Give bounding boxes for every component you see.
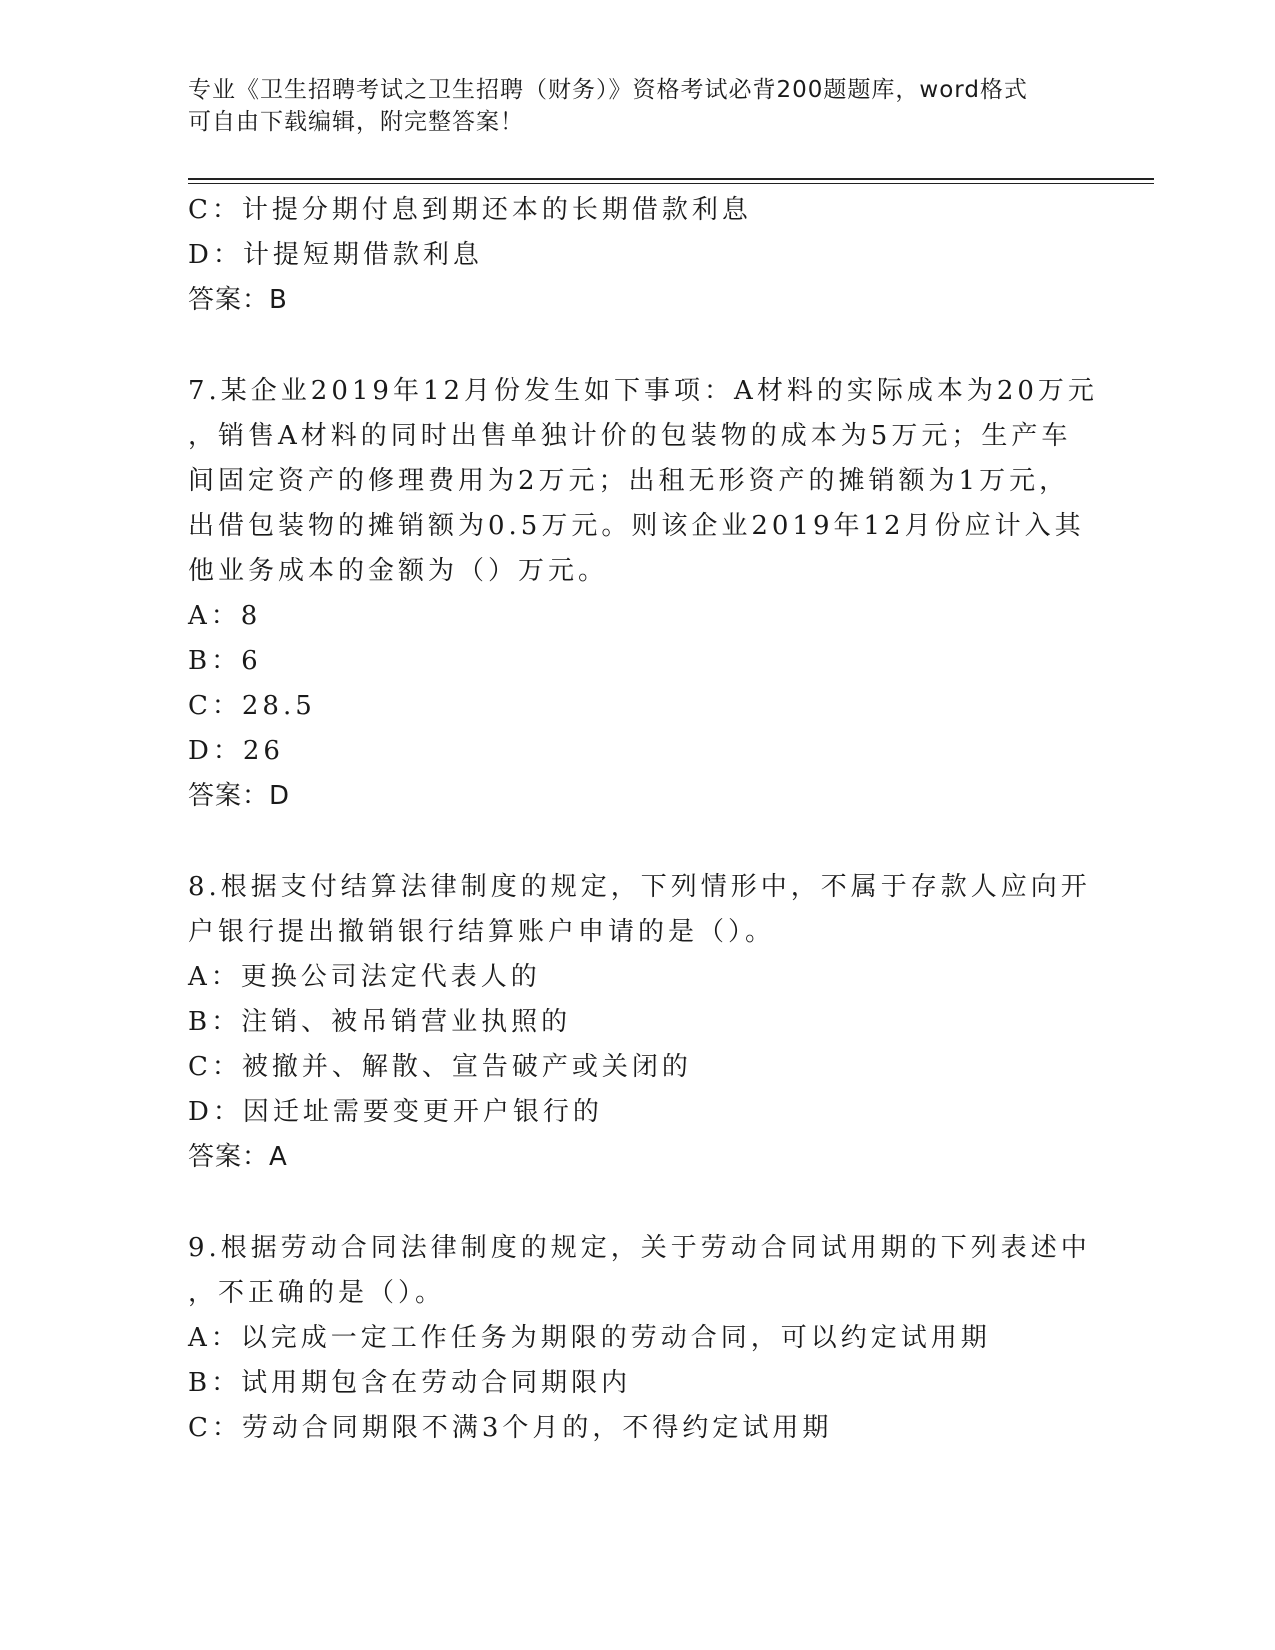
question-spacer: [188, 819, 1068, 865]
option-d: D：计提短期借款利息: [188, 240, 483, 270]
answer: 答案：A: [188, 1142, 288, 1172]
question-spacer: [188, 1180, 1068, 1226]
question-stem-line: 9.根据劳动合同法律制度的规定，关于劳动合同试用期的下列表述中: [188, 1233, 1091, 1263]
question-stem-line: 间固定资产的修理费用为2万元；出租无形资产的摊销额为1万元，: [188, 466, 1070, 496]
question-stem-line: 出借包装物的摊销额为0.5万元。则该企业2019年12月份应计入其: [188, 511, 1085, 541]
option-c: C：计提分期付息到期还本的长期借款利息: [188, 195, 752, 225]
answer: 答案：D: [188, 781, 291, 811]
question-stem-line: ，不正确的是（）。: [188, 1278, 446, 1308]
question-stem-line: 户银行提出撤销银行结算账户申请的是（）。: [188, 917, 776, 947]
header-divider-thick: [188, 178, 1154, 180]
option-d: D：26: [188, 736, 284, 766]
header-title-line-1: 专业《卫生招聘考试之卫生招聘（财务）》资格考试必背200题题库，word格式: [188, 77, 1028, 103]
option-b: B：注销、被吊销营业执照的: [188, 1007, 572, 1037]
question-stem-line: 他业务成本的金额为（）万元。: [188, 556, 609, 586]
option-d: D：因迁址需要变更开户银行的: [188, 1097, 603, 1127]
option-b: B：6: [188, 646, 262, 676]
answer: 答案：B: [188, 285, 288, 315]
question-8: [188, 865, 1091, 1180]
question-stem-line: 8.根据支付结算法律制度的规定，下列情形中，不属于存款人应向开: [188, 872, 1091, 902]
option-a: A：更换公司法定代表人的: [188, 962, 541, 992]
header-divider-thin: [188, 183, 1154, 184]
question-6-tail: [188, 188, 1068, 323]
question-stem-line: ，销售A材料的同时出售单独计价的包装物的成本为5万元；生产车: [188, 421, 1072, 451]
option-c: C：劳动合同期限不满3个月的，不得约定试用期: [188, 1413, 833, 1443]
header-title-line-2: 可自由下载编辑，附完整答案！: [188, 109, 524, 135]
question-stem-line: 7.某企业2019年12月份发生如下事项：A材料的实际成本为20万元: [188, 376, 1098, 406]
document-header: [188, 74, 1068, 138]
option-c: C：被撤并、解散、宣告破产或关闭的: [188, 1052, 692, 1082]
question-spacer: [188, 323, 1068, 369]
question-7: [188, 369, 1098, 819]
option-b: B：试用期包含在劳动合同期限内: [188, 1368, 632, 1398]
option-a: A：以完成一定工作任务为期限的劳动合同，可以约定试用期: [188, 1323, 991, 1353]
option-c: C：28.5: [188, 691, 316, 721]
option-a: A：8: [188, 601, 262, 631]
question-9: [188, 1226, 1091, 1451]
question-list: [188, 188, 1098, 1451]
